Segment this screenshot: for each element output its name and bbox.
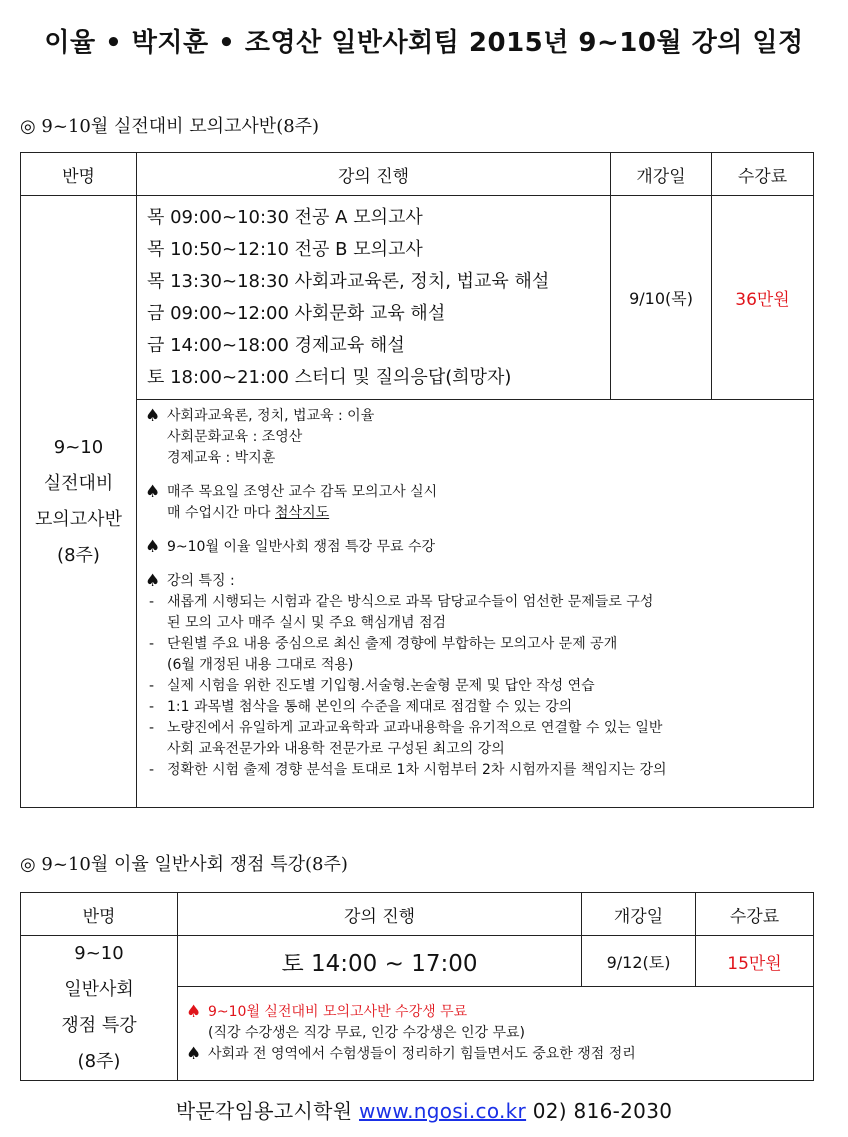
header-fee: 수강료 [712,153,814,196]
table-row [21,936,814,987]
free-detail-note: (직강 수강생은 직강 무료, 인강 수강생은 인강 무료) [208,1025,526,1042]
class-name-line: 쟁점 특강 [61,1015,137,1036]
header-progress: 강의 진행 [137,153,611,196]
feature-item-cont: (6월 개정된 내용 그대로 적용) [167,657,354,673]
features-note [145,571,805,781]
schedule-line: 금 09:00~12:00 사회문화 교육 해설 [147,303,446,324]
header-start-date: 개강일 [611,153,712,196]
schedule-cell: 토 14:00 ~ 17:00 [178,936,582,987]
spade-bullet-icon: ♠ [145,537,161,557]
header-progress: 강의 진행 [178,893,582,936]
notes-cell [137,400,814,808]
feature-item-cont: 사회 교육전문가와 내용학 전문가로 구성된 최고의 강의 [167,741,505,757]
schedule-line: 토 18:00~21:00 스터디 및 질의응답(희망자) [147,367,512,388]
feature-item: - 실제 시험을 위한 진도별 기입형.서술형.논술형 문제 및 답안 작성 연습 [149,678,595,694]
note-text: 사회문화교육 : 조영산 [167,429,303,445]
feature-item: - 새롭게 시행되는 시험과 같은 방식으로 과목 담당교수들이 엄선한 문제들로 구성 [149,594,654,610]
header-fee: 수강료 [696,893,814,936]
schedule-line: 금 14:00~18:00 경제교육 해설 [147,335,405,356]
spade-bullet-icon: ♠ [145,482,161,502]
schedule-line: 목 09:00~10:30 전공 A 모의고사 [147,207,423,228]
spade-bullet-icon: ♠ [145,406,161,426]
schedule-cell [137,196,611,400]
phone-number: 02) 816-2030 [532,1099,673,1123]
footer [0,1095,848,1124]
feature-item: - 단원별 주요 내용 중심으로 최신 출제 경향에 부합하는 모의고사 문제 공개 [149,636,618,652]
feature-item: - 노량진에서 유일하게 교과교육학과 교과내용학을 유기적으로 연결할 수 있는 일반 [149,720,663,736]
header-start-date: 개강일 [582,893,696,936]
note-text: 9~10월 이율 일반사회 쟁점 특강 무료 수강 [167,539,436,555]
note-text: 사회과교육론, 정치, 법교육 : 이율 [167,408,375,424]
features-title: 강의 특징 : [167,573,235,589]
class-name-line: 실전대비 [43,472,114,494]
summary-note: 사회과 전 영역에서 수험생들이 정리하기 힘들면서도 중요한 쟁점 정리 [208,1046,636,1063]
class-name-line: 9~10 [74,943,124,964]
header-class: 반명 [21,893,178,936]
website-link[interactable]: www.ngosi.co.kr [359,1099,527,1123]
spade-bullet-icon: ♠ [186,1044,202,1065]
feature-item-cont: 된 모의 고사 매주 실시 및 주요 핵심개념 점검 [167,615,447,631]
class-name-line: 일반사회 [64,979,134,1000]
header-class: 반명 [21,153,137,196]
fee-cell: 36만원 [712,196,814,400]
institute-name: 박문각임용고시학원 [175,1099,353,1123]
table-row [21,400,814,808]
weekly-exam-note [145,482,805,524]
class-name-line: (8주) [57,544,100,566]
special-lecture-note [145,537,805,558]
start-date-cell: 9/10(목) [611,196,712,400]
mock-exam-table [20,152,814,808]
spade-bullet-icon: ♠ [186,1002,202,1023]
note-text: 경제교육 : 박지훈 [167,450,276,466]
correction-guidance-text: 첨삭지도 [275,505,330,521]
special-lecture-table [20,892,814,1081]
note-text: 매 수업시간 마다 [167,505,276,521]
fee-cell: 15만원 [696,936,814,987]
schedule-line: 목 13:30~18:30 사회과교육론, 정치, 법교육 해설 [147,271,550,292]
table-row [21,196,814,400]
feature-item: - 1:1 과목별 첨삭을 통해 본인의 수준을 제대로 점검할 수 있는 강의 [149,699,573,715]
table-header-row [21,893,814,936]
note-text: 매주 목요일 조영산 교수 감독 모의고사 실시 [167,484,438,500]
page-title: 이율 • 박지훈 • 조영산 일반사회팀 2015년 9~10월 강의 일정 [44,28,804,58]
notes-cell [178,987,814,1081]
spade-bullet-icon: ♠ [145,571,161,591]
feature-item: - 정확한 시험 출제 경향 분석을 토대로 1차 시험부터 2차 시험까지를 책임지는 강의 [149,762,667,778]
class-name-line: 9~10 [53,436,104,458]
free-note: 9~10월 실전대비 모의고사반 수강생 무료 [208,1004,468,1021]
table-header-row [21,153,814,196]
class-name-cell [21,936,178,1081]
section1-heading: ◎ 9~10월 실전대비 모의고사반(8주) [20,116,320,137]
instructors-note [145,406,805,469]
class-name-line: (8주) [77,1051,121,1072]
schedule-line: 목 10:50~12:10 전공 B 모의고사 [147,239,423,260]
start-date-cell: 9/12(토) [582,936,696,987]
section2-heading: ◎ 9~10월 이율 일반사회 쟁점 특강(8주) [20,854,348,875]
class-name-cell [21,196,137,808]
class-name-line: 모의고사반 [35,508,122,530]
